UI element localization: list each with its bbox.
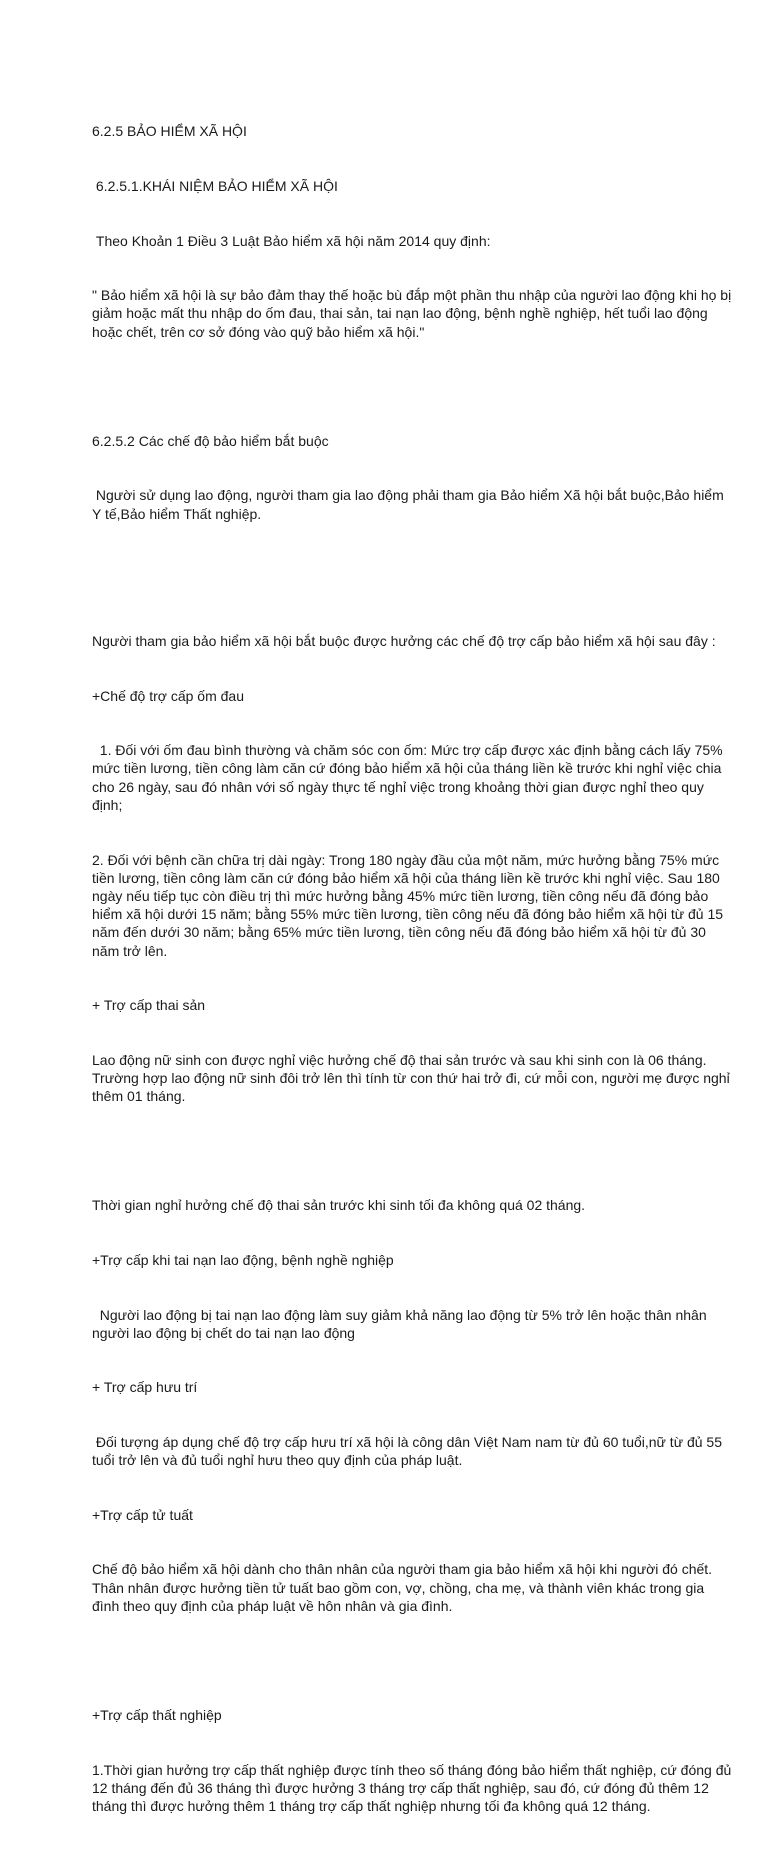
section-heading: 6.2.5 BẢO HIỂM XÃ HỘI	[92, 123, 247, 140]
benefit-heading-survivor: +Trợ cấp tử tuất	[92, 1506, 193, 1523]
blank-line	[92, 1142, 732, 1160]
paragraph-sickness-long-term: 2. Đối với bệnh cần chữa trị dài ngày: Trong 180 ngày đầu của một năm, mức hưởng bằng 75% mức tiền lương, tiền công làm căn cứ đóng bảo hiểm xã hội của tháng liền kề trước khi nghỉ việc. Sau 180 ngày nếu tiếp tục còn điều trị thì mức hưởng bằng 45% mức tiền lương, tiền công nếu đã đóng bảo hiểm xã hội dưới 15 năm; bằng 55% mức tiền lương, tiền công nếu đã đóng bảo hiểm xã hội từ đủ 15 năm đến dưới 30 năm; bằng 65% mức tiền lương, tiền công nếu đã đóng bảo hiểm xã hội từ đủ 30 năm trở lên.	[92, 851, 727, 959]
paragraph-benefits-intro: Người tham gia bảo hiểm xã hội bắt buộc được hưởng các chế độ trợ cấp bảo hiểm xã hội sau đây :	[92, 633, 716, 650]
benefit-heading-maternity: + Trợ cấp thai sản	[92, 997, 206, 1014]
paragraph-maternity: Lao động nữ sinh con được nghỉ việc hưởng chế độ thai sản trước và sau khi sinh con là 06 tháng. Trường hợp lao động nữ sinh đôi trở lên thì tính từ con thứ hai trở đi, cứ mỗi con, người mẹ được nghỉ thêm 01 tháng.	[92, 1051, 734, 1105]
paragraph-law-reference: Theo Khoản 1 Điều 3 Luật Bảo hiểm xã hội năm 2014 quy định:	[92, 232, 491, 249]
document-body	[92, 86, 736, 1852]
paragraph-sickness-normal: 1. Đối với ốm đau bình thường và chăm sóc con ốm: Mức trợ cấp được xác định bằng cách lấy 75% mức tiền lương, tiền công làm căn cứ đóng bảo hiểm xã hội của tháng liền kề trước khi nghỉ việc chia cho 26 ngày, sau đó nhân với số ngày thực tế nghỉ việc trong khoảng thời gian được nghỉ theo quy định;	[92, 742, 727, 813]
blank-line	[92, 377, 732, 395]
paragraph-definition: " Bảo hiểm xã hội là sự bảo đảm thay thế hoặc bù đắp một phần thu nhập của người lao động khi họ bị giảm hoặc mất thu nhập do ốm đau, thai sản, tai nạn lao động, bệnh nghề nghiệp, hết tuổi lao động hoặc chết, trên cơ sở đóng vào quỹ bảo hiểm xã hội."	[92, 287, 736, 340]
subsection-heading-compulsory: 6.2.5.2 Các chế độ bảo hiểm bắt buộc	[92, 432, 329, 449]
blank-line	[92, 1651, 732, 1669]
paragraph-maternity-prebirth: Thời gian nghỉ hưởng chế độ thai sản trước khi sinh tối đa không quá 02 tháng.	[92, 1197, 586, 1214]
paragraph-retirement: Đối tượng áp dụng chế độ trợ cấp hưu trí xã hội là công dân Việt Nam nam từ đủ 60 tuổi,nữ từ đủ 55 tuổi trở lên và đủ tuổi nghỉ hưu theo quy định của pháp luật.	[92, 1433, 726, 1469]
paragraph-survivor: Chế độ bảo hiểm xã hội dành cho thân nhân của người tham gia bảo hiểm xã hội khi người đó chết. Thân nhân được hưởng tiền tử tuất bao gồm con, vợ, chồng, cha mẹ, và thành viên khác trong gia đình theo quy định của pháp luật về hôn nhân và gia đình.	[92, 1561, 716, 1614]
benefit-heading-unemployment: +Trợ cấp thất nghiệp	[92, 1707, 222, 1724]
paragraph-accident: Người lao động bị tai nạn lao động làm suy giảm khả năng lao động từ 5% trở lên hoặc thân nhân người lao động bị chết do tai nạn lao động	[92, 1306, 711, 1341]
benefit-heading-accident: +Trợ cấp khi tai nạn lao động, bệnh nghề nghiệp	[92, 1251, 394, 1268]
benefit-heading-retirement: + Trợ cấp hưu trí	[92, 1379, 198, 1396]
paragraph-participants: Người sử dụng lao động, người tham gia lao động phải tham gia Bảo hiểm Xã hội bắt buộc,Bảo hiểm Y tế,Bảo hiểm Thất nghiệp.	[92, 487, 728, 522]
paragraph-unemployment: 1.Thời gian hưởng trợ cấp thất nghiệp được tính theo số tháng đóng bảo hiểm thất nghiệp, cứ đóng đủ 12 tháng đến đủ 36 tháng thì được hưởng 3 tháng trợ cấp thất nghiệp, sau đó, cứ đóng đủ thêm 12 tháng thì được hưởng thêm 1 tháng trợ cấp thất nghiệp nhưng tối đa không quá 12 tháng.	[92, 1761, 736, 1815]
benefit-heading-sickness: +Chế độ trợ cấp ốm đau	[92, 687, 244, 704]
subsection-heading: 6.2.5.1.KHÁI NIỆM BẢO HIỂM XÃ HỘI	[92, 178, 338, 195]
blank-line	[92, 559, 732, 595]
